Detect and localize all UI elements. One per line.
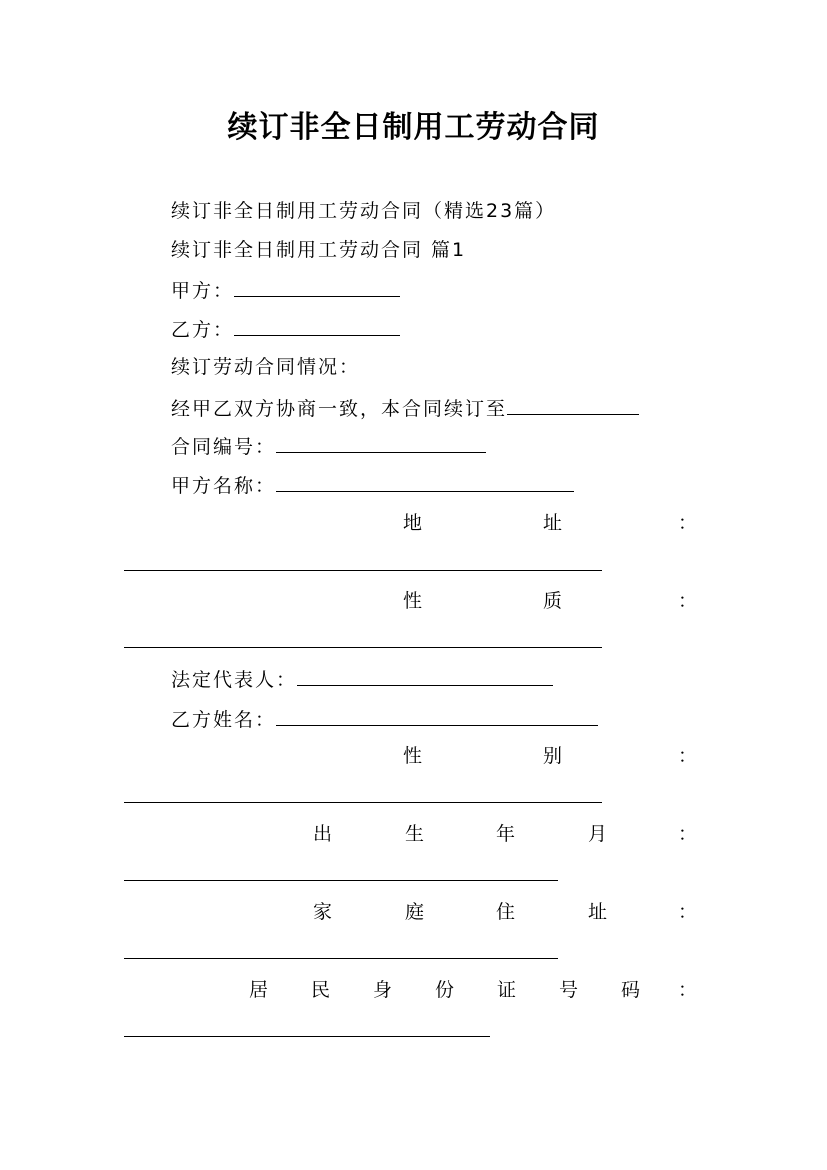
birth-char-3: 年 (496, 823, 516, 845)
party-b-name-row (171, 705, 598, 733)
party-a-name-label: 甲方名称： (171, 475, 277, 497)
address-char-1: 地 (403, 512, 423, 534)
id-number-field[interactable] (124, 1036, 490, 1037)
nature-field[interactable] (124, 647, 602, 648)
home-colon: ： (678, 901, 698, 923)
legal-rep-field[interactable] (297, 665, 553, 686)
id-char-5: 证 (497, 979, 517, 1001)
id-colon: ： (678, 979, 698, 1001)
party-a-row (171, 276, 400, 304)
contract-no-row (171, 432, 486, 460)
party-a-field[interactable] (234, 276, 400, 297)
home-address-field[interactable] (124, 958, 558, 959)
address-field[interactable] (124, 570, 602, 571)
party-a-name-field[interactable] (276, 471, 574, 492)
home-char-1: 家 (313, 901, 333, 923)
birth-field[interactable] (124, 880, 558, 881)
legal-rep-label: 法定代表人： (171, 669, 298, 691)
address-char-2: 址 (543, 512, 563, 534)
home-char-2: 庭 (405, 901, 425, 923)
contract-no-field[interactable] (276, 432, 486, 453)
party-b-name-field[interactable] (276, 705, 598, 726)
renewal-row (171, 394, 639, 422)
party-b-row (171, 315, 400, 343)
nature-char-2: 质 (543, 590, 563, 612)
gender-char-1: 性 (403, 745, 423, 767)
id-char-6: 号 (559, 979, 579, 1001)
home-char-4: 址 (588, 901, 608, 923)
party-b-field[interactable] (234, 315, 400, 336)
birth-char-1: 出 (313, 823, 333, 845)
home-char-3: 住 (496, 901, 516, 923)
renewal-date-field[interactable] (507, 394, 639, 415)
contract-no-label: 合同编号： (171, 436, 277, 458)
renewal-heading: 续订劳动合同情况： (171, 356, 361, 378)
party-a-name-row (171, 471, 574, 499)
nature-char-1: 性 (403, 590, 423, 612)
renewal-text: 经甲乙双方协商一致，本合同续订至 (171, 398, 508, 420)
id-char-3: 身 (373, 979, 393, 1001)
party-b-name-label: 乙方姓名： (171, 709, 277, 731)
party-b-label: 乙方： (171, 319, 235, 341)
party-a-label: 甲方： (171, 280, 235, 302)
id-char-4: 份 (435, 979, 455, 1001)
document-subtitle: 续订非全日制用工劳动合同（精选23篇） (171, 200, 557, 222)
legal-rep-row (171, 665, 553, 693)
gender-field[interactable] (124, 802, 602, 803)
birth-colon: ： (678, 823, 698, 845)
page-title: 续订非全日制用工劳动合同 (227, 110, 600, 145)
id-char-2: 民 (311, 979, 331, 1001)
birth-char-2: 生 (405, 823, 425, 845)
id-char-7: 码 (621, 979, 641, 1001)
gender-char-2: 别 (543, 745, 563, 767)
nature-colon: ： (678, 590, 698, 612)
id-char-1: 居 (249, 979, 269, 1001)
address-colon: ： (678, 512, 698, 534)
section-title: 续订非全日制用工劳动合同 篇1 (171, 239, 467, 261)
gender-colon: ： (678, 745, 698, 767)
birth-char-4: 月 (588, 823, 608, 845)
